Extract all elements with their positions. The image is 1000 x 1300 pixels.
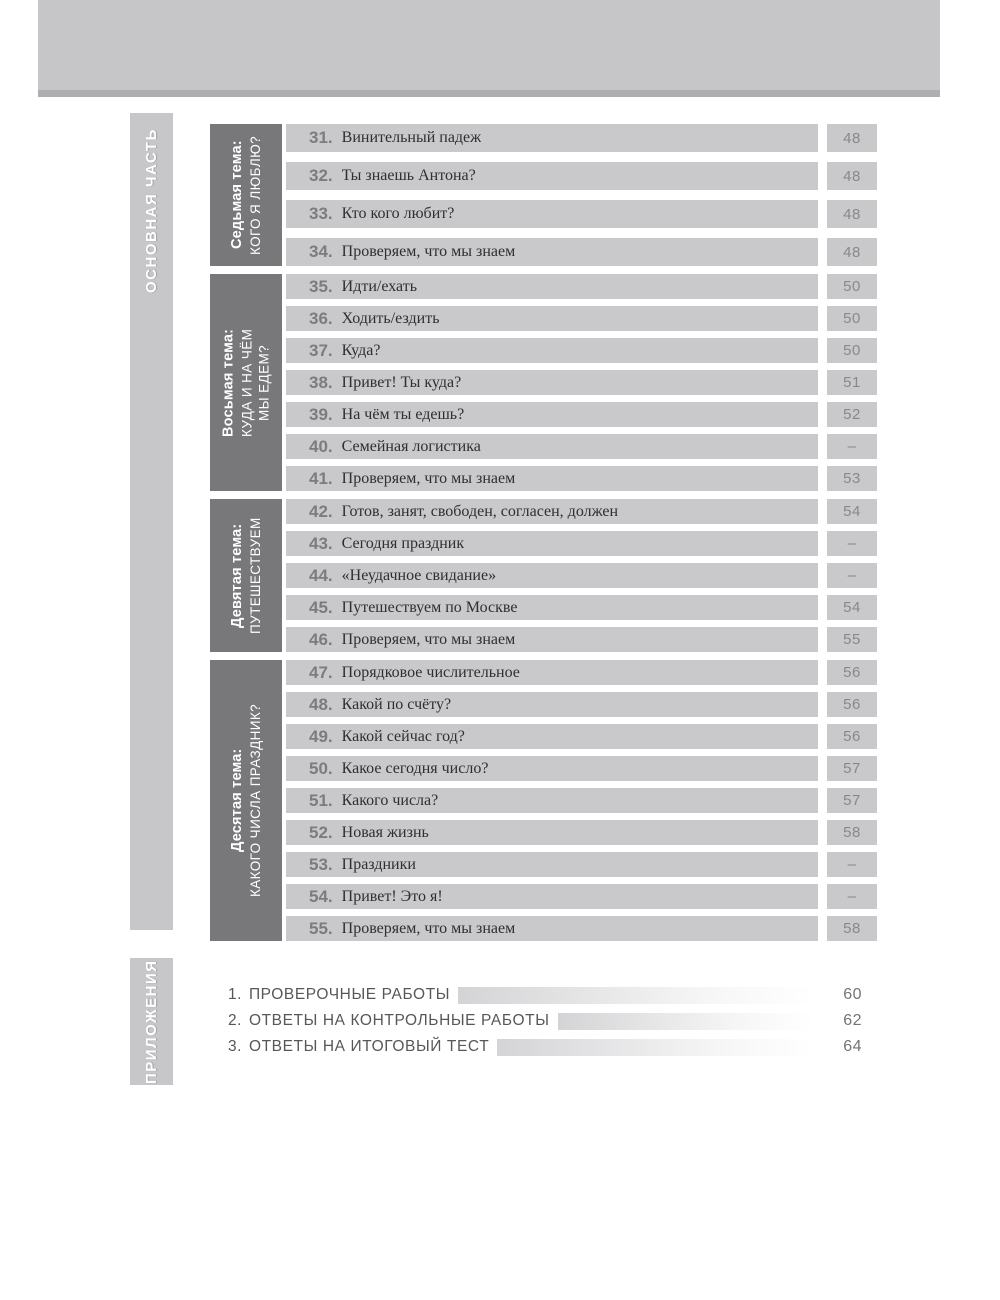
toc-entry (286, 306, 877, 331)
toc-entry (286, 852, 877, 877)
entry-page-number: 58 (827, 820, 877, 845)
entry-title: Идти/ехать (341, 277, 417, 295)
entry-title: Порядковое числительное (341, 663, 520, 681)
entry-number: 34. (309, 242, 333, 261)
entry-number: 38. (309, 372, 333, 392)
main-part-label: ОСНОВНАЯ ЧАСТЬ (143, 128, 160, 293)
entry-page-number: – (827, 434, 877, 459)
entry-number: 51. (309, 790, 333, 810)
entry-title: Семейная логистика (341, 437, 481, 455)
entry-page-number: 58 (827, 916, 877, 941)
entry-number: 50. (309, 758, 333, 778)
toc-entry-bar (286, 916, 818, 941)
entry-title: Новая жизнь (341, 823, 429, 841)
theme-title: Девятая тема: (229, 523, 245, 628)
entry-title: Привет! Это я! (341, 887, 443, 905)
appendix-entry (228, 1008, 862, 1034)
toc-entry-bar (286, 124, 818, 152)
entry-number: 53. (309, 854, 333, 874)
appendix-list (228, 982, 862, 1060)
toc-entry (286, 692, 877, 717)
toc-entry-bar (286, 238, 818, 266)
toc-entry-rows (286, 499, 877, 652)
entry-page-number: 56 (827, 692, 877, 717)
appendix-page-number: 64 (843, 1038, 862, 1055)
toc-entry (286, 162, 877, 190)
entry-number: 36. (309, 308, 333, 328)
toc-entry-bar (286, 692, 818, 717)
entry-number: 42. (309, 501, 333, 521)
entry-title: Ты знаешь Антона? (341, 167, 476, 184)
entry-number: 52. (309, 822, 333, 842)
entry-title: Кто кого любит? (341, 205, 455, 222)
toc-entry-rows (286, 124, 877, 266)
appendix-title: ОТВЕТЫ НА ИТОГОВЫЙ ТЕСТ (248, 1038, 490, 1055)
appendix-entry (228, 982, 862, 1008)
entry-number: 44. (309, 565, 333, 585)
entry-title: Какой сейчас год? (341, 727, 465, 745)
appendix-page-number: 60 (843, 986, 862, 1003)
toc-entry (286, 724, 877, 749)
entry-number: 47. (309, 662, 333, 682)
entry-page-number: – (827, 884, 877, 909)
entry-title: Проверяем, что мы знаем (341, 243, 516, 260)
toc-entry-bar (286, 370, 818, 395)
toc-entry-bar (286, 852, 818, 877)
appendix-entry (228, 1034, 862, 1060)
entry-page-number: – (827, 563, 877, 588)
entry-number: 35. (309, 276, 333, 296)
toc-entry (286, 820, 877, 845)
entry-number: 32. (309, 166, 333, 185)
page-header-band (38, 0, 940, 97)
toc-entry (286, 402, 877, 427)
appendix-title: ПРОВЕРОЧНЫЕ РАБОТЫ (248, 986, 451, 1003)
toc-entry-bar (286, 338, 818, 363)
toc-entry (286, 884, 877, 909)
toc-entry-bar (286, 788, 818, 813)
toc-entry-bar (286, 884, 818, 909)
entry-number: 37. (309, 340, 333, 360)
toc-entry-bar (286, 200, 818, 228)
entry-page-number: – (827, 531, 877, 556)
appendix-leader-bar (558, 1013, 814, 1030)
toc-section (210, 274, 877, 491)
entry-title: Привет! Ты куда? (341, 373, 462, 391)
entry-page-number: 48 (827, 238, 877, 266)
toc-entry-bar (286, 595, 818, 620)
theme-title: Десятая тема: (229, 748, 245, 853)
entry-number: 45. (309, 597, 333, 617)
theme-subtitle: ПУТЕШЕСТВУЕМ (248, 517, 263, 634)
entry-title: Какой по счёту? (341, 695, 452, 713)
entry-page-number: 52 (827, 402, 877, 427)
toc-entry-bar (286, 820, 818, 845)
entry-page-number: 48 (827, 124, 877, 152)
theme-subtitle: МЫ ЕДЕМ? (256, 344, 272, 421)
entry-number: 55. (309, 918, 333, 938)
appendix-number: 3. (228, 1038, 242, 1055)
entry-title: Путешествуем по Москве (341, 598, 518, 616)
entry-number: 41. (309, 468, 333, 488)
entry-title: Какое сегодня число? (341, 759, 489, 777)
entry-title: Сегодня праздник (341, 534, 465, 552)
entry-number: 43. (309, 533, 333, 553)
entry-title: Проверяем, что мы знаем (341, 919, 516, 937)
theme-label (210, 124, 282, 266)
toc-entry-bar (286, 162, 818, 190)
toc-entry-bar (286, 274, 818, 299)
entry-number: 46. (309, 629, 333, 649)
toc-entry-bar (286, 434, 818, 459)
toc-section (210, 499, 877, 652)
entry-title: Винительный падеж (341, 129, 482, 146)
entry-number: 54. (309, 886, 333, 906)
toc-section (210, 660, 877, 941)
entry-page-number: 57 (827, 756, 877, 781)
entry-page-number: 56 (827, 660, 877, 685)
theme-title: Седьмая тема: (229, 140, 245, 250)
entry-page-number: 50 (827, 306, 877, 331)
entry-title: «Неудачное свидание» (341, 566, 497, 584)
toc-entry-bar (286, 724, 818, 749)
entry-page-number: 50 (827, 338, 877, 363)
entry-page-number: 50 (827, 274, 877, 299)
appendix-title: ОТВЕТЫ НА КОНТРОЛЬНЫЕ РАБОТЫ (248, 1012, 550, 1029)
toc-entry-bar (286, 563, 818, 588)
toc-entry-bar (286, 499, 818, 524)
toc-entry (286, 627, 877, 652)
entry-page-number: 48 (827, 200, 877, 228)
entry-title: Праздники (341, 855, 416, 873)
toc-entry-bar (286, 402, 818, 427)
entry-number: 40. (309, 436, 333, 456)
entry-title: Какого числа? (341, 791, 439, 809)
entry-page-number: 51 (827, 370, 877, 395)
entry-number: 48. (309, 694, 333, 714)
toc-entry (286, 200, 877, 228)
toc-entry (286, 124, 877, 152)
toc-entry (286, 238, 877, 266)
entry-title: Проверяем, что мы знаем (341, 469, 516, 487)
theme-subtitle: КОГО Я ЛЮБЛЮ? (248, 135, 263, 255)
toc-entry (286, 499, 877, 524)
theme-label (210, 274, 282, 491)
toc-entry-bar (286, 660, 818, 685)
toc-entry-bar (286, 306, 818, 331)
toc-section (210, 124, 877, 266)
appendix-label: ПРИЛОЖЕНИЯ (143, 959, 160, 1084)
entry-page-number: 57 (827, 788, 877, 813)
entry-title: Готов, занят, свободен, согласен, должен (341, 502, 619, 520)
toc-entry-bar (286, 531, 818, 556)
entry-number: 39. (309, 404, 333, 424)
entry-page-number: 56 (827, 724, 877, 749)
entry-title: Ходить/ездить (341, 309, 440, 327)
entry-page-number: 55 (827, 627, 877, 652)
toc-entry (286, 660, 877, 685)
theme-subtitle: КУДА И НА ЧЁМ (239, 328, 255, 437)
toc-entry (286, 916, 877, 941)
toc-entry (286, 370, 877, 395)
appendix-leader-bar (497, 1039, 814, 1056)
toc-entry-bar (286, 466, 818, 491)
theme-subtitle: КАКОГО ЧИСЛА ПРАЗДНИК? (248, 703, 263, 898)
toc-entry (286, 788, 877, 813)
entry-number: 31. (309, 128, 333, 147)
toc-entry-rows (286, 660, 877, 941)
appendix-number: 2. (228, 1012, 242, 1029)
theme-label (210, 499, 282, 652)
theme-label (210, 660, 282, 941)
main-part-sidebar (130, 113, 173, 930)
toc-entry (286, 466, 877, 491)
toc-entry-bar (286, 627, 818, 652)
toc-entry (286, 595, 877, 620)
toc-entry (286, 531, 877, 556)
toc-entry (286, 338, 877, 363)
theme-title: Восьмая тема: (220, 328, 237, 437)
appendix-page-number: 62 (843, 1012, 862, 1029)
entry-number: 49. (309, 726, 333, 746)
toc-entry-rows (286, 274, 877, 491)
toc-entry (286, 434, 877, 459)
toc-entry (286, 756, 877, 781)
table-of-contents (210, 124, 877, 949)
appendix-number: 1. (228, 986, 242, 1003)
appendix-leader-bar (458, 987, 814, 1004)
toc-entry (286, 563, 877, 588)
entry-title: Куда? (341, 341, 381, 359)
entry-page-number: – (827, 852, 877, 877)
toc-entry (286, 274, 877, 299)
entry-title: На чём ты едешь? (341, 405, 465, 423)
entry-page-number: 54 (827, 595, 877, 620)
entry-number: 33. (309, 204, 333, 223)
entry-title: Проверяем, что мы знаем (341, 630, 516, 648)
toc-entry-bar (286, 756, 818, 781)
entry-page-number: 48 (827, 162, 877, 190)
entry-page-number: 53 (827, 466, 877, 491)
entry-page-number: 54 (827, 499, 877, 524)
appendix-sidebar (130, 958, 173, 1085)
